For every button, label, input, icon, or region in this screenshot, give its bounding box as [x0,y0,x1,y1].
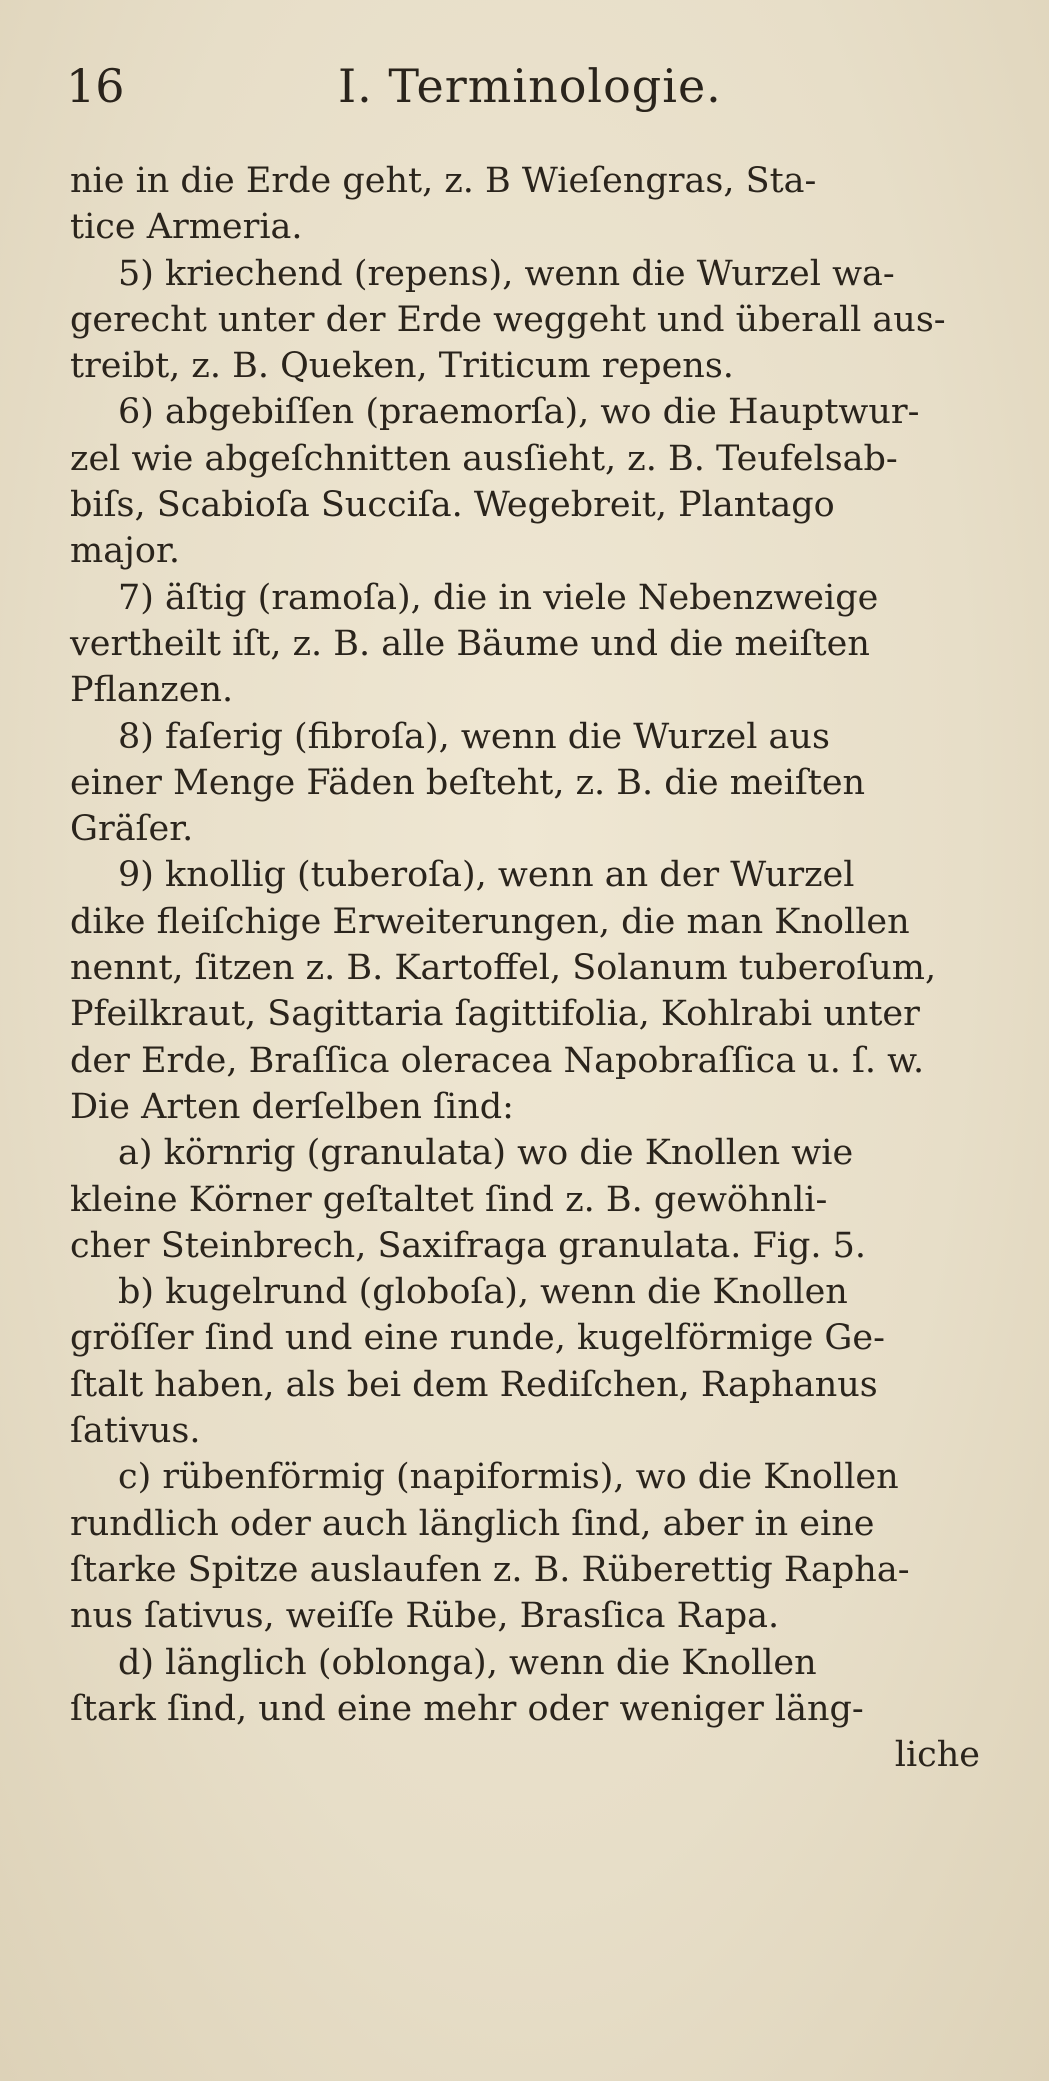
text-line: a) körnrig (granulata) wo die Knollen wie [118,1133,854,1174]
text-line: zel wie abgeſchnitten ausſieht, z. B. Teufelsab- [70,438,898,479]
text-line: d) länglich (oblonga), wenn die Knollen [118,1642,817,1683]
text-line: gröſſer ſind und eine runde, kugelförmige Ge- [70,1318,885,1359]
text-line: dike fleiſchige Erweiterungen, die man Knollen [70,901,910,942]
page-header [66,56,966,116]
text-line: major. [70,531,180,572]
text-line: cher Steinbrech, Saxifraga granulata. Fig. 5. [70,1225,867,1266]
text-line: ſtarke Spitze auslaufen z. B. Rüberettig Rapha- [70,1549,910,1590]
text-line: tice Armeria. [70,207,303,248]
text-line: vertheilt iſt, z. B. alle Bäume und die meiſten [70,623,870,664]
text-line: b) kugelrund (globoſa), wenn die Knollen [118,1272,848,1313]
text-line: 6) abgebiſſen (praemorſa), wo die Hauptwur- [118,392,920,433]
text-line: ſativus. [70,1411,201,1452]
text-line: biſs, Scabioſa Succiſa. Wegebreit, Plantago [70,485,835,526]
text-line: einer Menge Fäden beſteht, z. B. die meiſten [70,762,866,803]
text-line: nus ſativus, weiſſe Rübe, Brasſica Rapa. [70,1596,780,1637]
text-line: ſtalt haben, als bei dem Rediſchen, Raphanus [70,1364,878,1405]
text-line: 8) faſerig (fibroſa), wenn die Wurzel aus [118,716,830,757]
text-line: der Erde, Braſſica oleracea Napobraſſica u. ſ. w. [70,1040,925,1081]
running-title: I. Terminologie. [338,59,722,113]
text-line: c) rübenförmig (napiformis), wo die Knollen [118,1457,899,1498]
text-line: treibt, z. B. Queken, Triticum repens. [70,346,734,387]
text-line: Pfeilkraut, Sagittaria ſagittifolia, Kohlrabi unter [70,994,920,1035]
text-line: Die Arten derſelben ſind: [70,1086,514,1127]
text-line: 7) äſtig (ramoſa), die in viele Nebenzweige [118,577,879,618]
body-text [70,158,990,1778]
page-number: 16 [66,59,125,113]
text-line: Pflanzen. [70,670,234,711]
catchword: liche [894,1735,980,1776]
text-line: ſtark ſind, und eine mehr oder weniger läng- [70,1688,864,1729]
text-line: nie in die Erde geht, z. B Wieſengras, Sta- [70,161,817,201]
text-line: kleine Körner geſtaltet ſind z. B. gewöhnli- [70,1179,828,1220]
text-line: 5) kriechend (repens), wenn die Wurzel wa- [118,253,895,294]
text-line: Gräſer. [70,809,194,850]
text-line: nennt, ſitzen z. B. Kartoffel, Solanum tuberoſum, [70,948,937,989]
text-line: gerecht unter der Erde weggeht und überall aus- [70,299,946,340]
text-line: 9) knollig (tuberoſa), wenn an der Wurzel [118,855,855,896]
text-line: rundlich oder auch länglich ſind, aber in eine [70,1503,875,1544]
